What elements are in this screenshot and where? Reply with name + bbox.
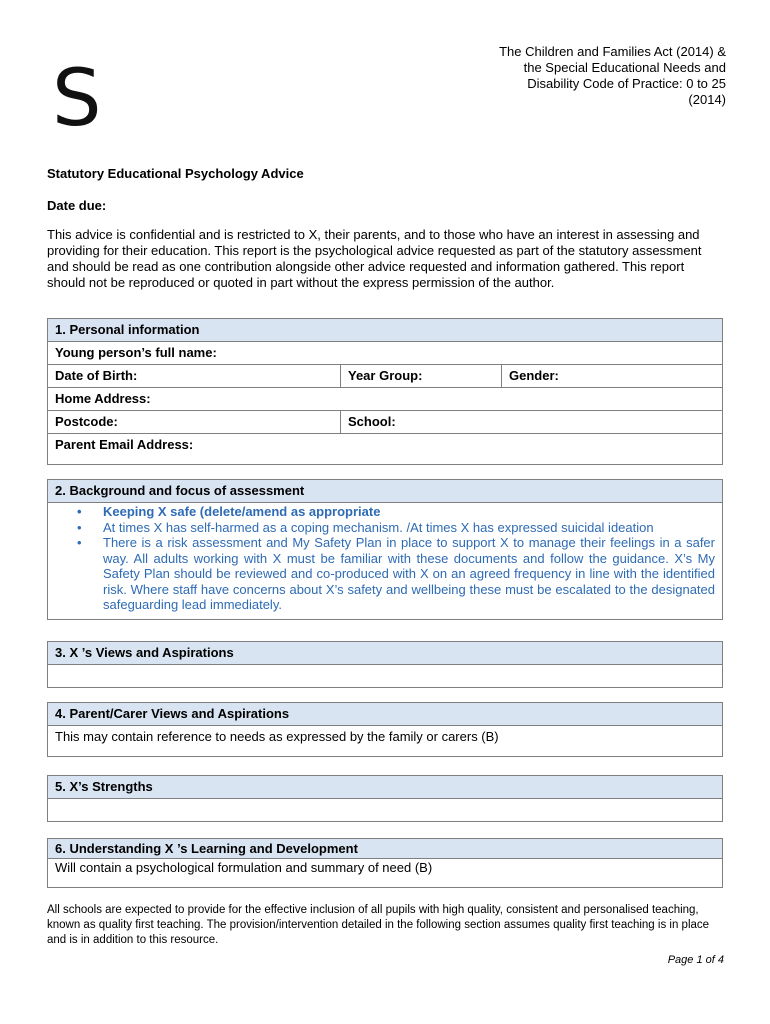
page-number: Page 1 of 4 — [667, 954, 724, 966]
gender-field[interactable]: Gender: — [502, 365, 723, 388]
section-heading: 3. X ’s Views and Aspirations — [48, 642, 723, 665]
parent-views-field[interactable]: This may contain reference to needs as expressed by the family or carers (B) — [48, 726, 723, 757]
document-title: Statutory Educational Psychology Advice — [47, 166, 304, 181]
header-legislation — [446, 44, 726, 108]
list-item: • There is a risk assessment and My Safety Plan in place to support X to manage their feelings in a safer way. All adults working with X must be familiar with these documents and follow the guidance. X’s My Safety Plan should be reviewed and co-produced with X on an agreed frequency in line with the identified risk. Where staff have concerns about X’s safety and wellbeing these must be escalated to the designated safeguarding lead immediately. — [77, 535, 715, 613]
section-heading: 5. X’s Strengths — [48, 776, 723, 799]
views-table — [47, 641, 723, 688]
parent-views-table — [47, 702, 723, 757]
intro-paragraph: This advice is confidential and is restricted to X, their parents, and to those who have an interest in assessing and providing for their education. This report is the psychological advice requested as part of the statutory assessment and should be read as one contribution alongside other advice requested and information gathered. This report should not be reproduced or quoted in part without the express permission of the author. — [47, 227, 702, 290]
school-field[interactable]: School: — [341, 411, 723, 434]
full-name-field[interactable]: Young person’s full name: — [48, 342, 723, 365]
section-heading: 2. Background and focus of assessment — [48, 480, 723, 503]
section-heading: 1. Personal information — [48, 319, 723, 342]
learning-field[interactable]: Will contain a psychological formulation and summary of need (B) — [48, 859, 723, 888]
personal-info-table — [47, 318, 723, 465]
section-heading: 4. Parent/Carer Views and Aspirations — [48, 703, 723, 726]
header-line: the Special Educational Needs and — [523, 60, 726, 75]
strengths-field[interactable] — [48, 799, 723, 822]
header-line: Disability Code of Practice: 0 to 25 — [527, 76, 726, 91]
views-field[interactable] — [48, 665, 723, 688]
background-content[interactable] — [48, 503, 723, 620]
date-due-label: Date due: — [47, 198, 107, 213]
list-item: • Keeping X safe (delete/amend as appropriate — [77, 504, 715, 520]
section-heading: 6. Understanding X ’s Learning and Development — [48, 839, 723, 859]
learning-table — [47, 838, 723, 888]
header-line: The Children and Families Act (2014) & — [499, 44, 726, 59]
background-bullet-list — [55, 504, 715, 613]
footer-note: All schools are expected to provide for the effective inclusion of all pupils with high quality, consistent and personalised teaching, known as quality first teaching. The provision/intervention detailed in the following section assumes quality first teaching is in place and is in addition to this resource. — [47, 904, 710, 946]
logo-letter: S — [52, 54, 102, 144]
home-address-field[interactable]: Home Address: — [48, 388, 723, 411]
background-table — [47, 479, 723, 620]
strengths-table — [47, 775, 723, 822]
postcode-field[interactable]: Postcode: — [48, 411, 341, 434]
list-item: • At times X has self-harmed as a coping mechanism. /At times X has expressed suicidal ideation — [77, 520, 715, 536]
year-group-field[interactable]: Year Group: — [341, 365, 502, 388]
parent-email-field[interactable]: Parent Email Address: — [48, 434, 723, 465]
dob-field[interactable]: Date of Birth: — [48, 365, 341, 388]
header-line: (2014) — [688, 92, 726, 107]
